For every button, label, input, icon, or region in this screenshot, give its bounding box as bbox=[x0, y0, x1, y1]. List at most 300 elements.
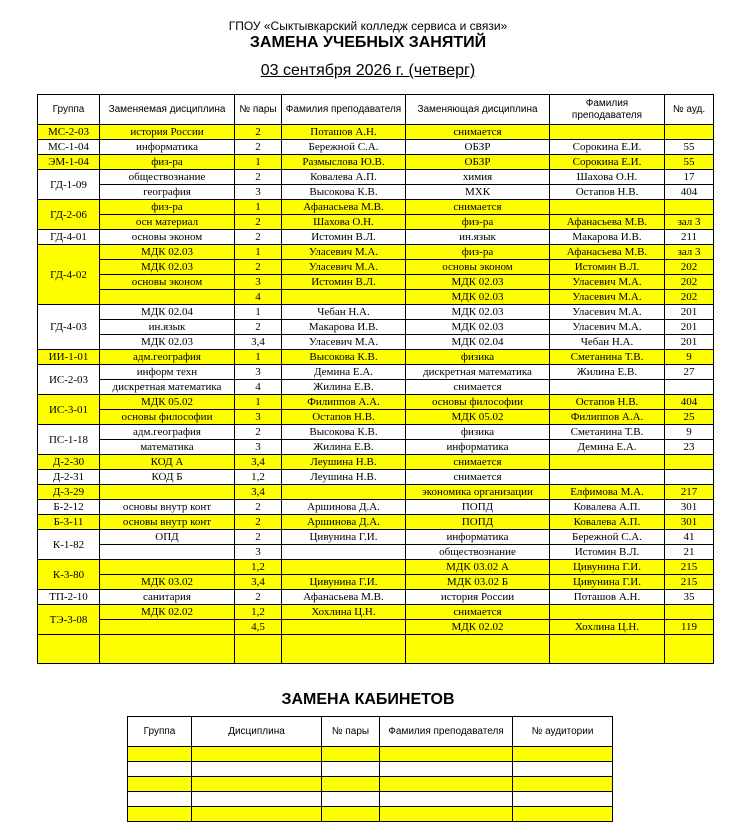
replacing-teacher-cell: Сорокина Е.И. bbox=[550, 140, 665, 155]
cab-room-cell bbox=[513, 762, 613, 777]
replaced-subject-cell: дискретная математика bbox=[100, 380, 235, 395]
replacing-subject-cell: основы эконом bbox=[406, 260, 550, 275]
room-cell: 301 bbox=[665, 515, 714, 530]
replacing-teacher-cell: Ковалева А.П. bbox=[550, 515, 665, 530]
pair-number-cell: 2 bbox=[235, 125, 282, 140]
group-cell: ГД-4-03 bbox=[38, 305, 100, 350]
group-cell: ГД-1-09 bbox=[38, 170, 100, 200]
pair-number-cell: 3 bbox=[235, 545, 282, 560]
teacher-cell: Высокова К.В. bbox=[282, 425, 406, 440]
replacing-subject-cell: ПОПД bbox=[406, 515, 550, 530]
table-row bbox=[38, 260, 714, 275]
room-cell: 404 bbox=[665, 395, 714, 410]
pair-number-cell: 3 bbox=[235, 365, 282, 380]
teacher-cell: Высокова К.В. bbox=[282, 350, 406, 365]
replaced-subject-cell: КОД Б bbox=[100, 470, 235, 485]
cab-group-cell bbox=[128, 807, 192, 822]
replacing-subject-cell: МДК 05.02 bbox=[406, 410, 550, 425]
table-row bbox=[38, 605, 714, 620]
replacing-teacher-cell: Остапов Н.В. bbox=[550, 185, 665, 200]
replacing-teacher-cell: Демина Е.А. bbox=[550, 440, 665, 455]
teacher-cell: Цивунина Г.И. bbox=[282, 530, 406, 545]
replacing-teacher-cell bbox=[550, 605, 665, 620]
replacing-subject-cell: снимается bbox=[406, 470, 550, 485]
teacher-cell: Хохлина Ц.Н. bbox=[282, 605, 406, 620]
replaced-subject-cell: информ техн bbox=[100, 365, 235, 380]
replacing-teacher-cell bbox=[550, 470, 665, 485]
table-row bbox=[38, 455, 714, 470]
table-row bbox=[38, 485, 714, 500]
replacing-subject-cell: ПОПД bbox=[406, 500, 550, 515]
table-row bbox=[38, 245, 714, 260]
table-row bbox=[38, 185, 714, 200]
replacing-subject-cell: снимается bbox=[406, 605, 550, 620]
pair-number-cell bbox=[235, 635, 282, 664]
cabinets-row bbox=[128, 777, 613, 792]
table-row bbox=[38, 395, 714, 410]
replaced-subject-cell: физ-ра bbox=[100, 200, 235, 215]
teacher-cell: Филиппов А.А. bbox=[282, 395, 406, 410]
pair-number-cell: 2 bbox=[235, 260, 282, 275]
replacing-teacher-cell: Сметанина Т.В. bbox=[550, 350, 665, 365]
replacing-subject-cell: МДК 03.02 Б bbox=[406, 575, 550, 590]
table-row bbox=[38, 275, 714, 290]
group-cell: ПС-1-18 bbox=[38, 425, 100, 455]
group-cell: ИИ-1-01 bbox=[38, 350, 100, 365]
replaced-subject-cell: МДК 02.04 bbox=[100, 305, 235, 320]
replacing-teacher-cell: Улаcевич М.А. bbox=[550, 305, 665, 320]
replacing-teacher-cell bbox=[550, 455, 665, 470]
replacing-subject-cell: физика bbox=[406, 425, 550, 440]
replaced-subject-cell: основы эконом bbox=[100, 230, 235, 245]
teacher-cell: Жилина Е.В. bbox=[282, 440, 406, 455]
table-row bbox=[38, 590, 714, 605]
teacher-cell bbox=[282, 545, 406, 560]
replaced-subject-cell: основы внутр конт bbox=[100, 500, 235, 515]
cabinets-table bbox=[127, 716, 613, 822]
pair-number-cell: 1 bbox=[235, 395, 282, 410]
room-cell: 404 bbox=[665, 185, 714, 200]
pair-number-cell: 3,4 bbox=[235, 335, 282, 350]
replacing-subject-cell: МДК 02.03 bbox=[406, 305, 550, 320]
teacher-cell: Цивунина Г.И. bbox=[282, 575, 406, 590]
teacher-cell: Высокова К.В. bbox=[282, 185, 406, 200]
room-cell: 202 bbox=[665, 290, 714, 305]
replacements-table bbox=[37, 94, 714, 664]
room-cell bbox=[665, 125, 714, 140]
replacing-subject-cell: химия bbox=[406, 170, 550, 185]
pair-number-cell: 1,2 bbox=[235, 470, 282, 485]
replaced-subject-cell: обществознание bbox=[100, 170, 235, 185]
room-cell: 23 bbox=[665, 440, 714, 455]
replacing-teacher-cell bbox=[550, 125, 665, 140]
group-cell: ИС-2-03 bbox=[38, 365, 100, 395]
pair-number-cell: 2 bbox=[235, 530, 282, 545]
group-cell: МС-1-04 bbox=[38, 140, 100, 155]
room-cell: 202 bbox=[665, 275, 714, 290]
teacher-cell: Леушина Н.В. bbox=[282, 470, 406, 485]
college-name: ГПОУ «Сыктывкарский колледж сервиса и связи» bbox=[228, 19, 508, 33]
replacing-subject-cell: снимается bbox=[406, 455, 550, 470]
cab-subject-cell bbox=[192, 807, 322, 822]
group-cell: ГД-2-06 bbox=[38, 200, 100, 230]
replacing-teacher-cell: Афанасьева М.В. bbox=[550, 245, 665, 260]
teacher-cell: Макарова И.В. bbox=[282, 320, 406, 335]
replaced-subject-cell: информатика bbox=[100, 140, 235, 155]
cabinets-row bbox=[128, 762, 613, 777]
cab-subject-cell bbox=[192, 762, 322, 777]
replacing-subject-cell: МДК 02.02 bbox=[406, 620, 550, 635]
teacher-cell: Афанасьева М.В. bbox=[282, 590, 406, 605]
pair-number-cell: 2 bbox=[235, 215, 282, 230]
cab-pair-cell bbox=[322, 807, 380, 822]
pair-number-cell: 3 bbox=[235, 440, 282, 455]
col-header-teacher: Фамилия преподавателя bbox=[282, 95, 406, 125]
col-header-pair-number: № пары bbox=[235, 95, 282, 125]
cab-teacher-cell bbox=[380, 762, 513, 777]
room-cell bbox=[665, 455, 714, 470]
replaced-subject-cell: ин.язык bbox=[100, 320, 235, 335]
replacing-teacher-cell: Цивунина Г.И. bbox=[550, 560, 665, 575]
room-cell: 41 bbox=[665, 530, 714, 545]
cab-pair-cell bbox=[322, 777, 380, 792]
cab-header-subject: Дисциплина bbox=[192, 717, 322, 747]
replaced-subject-cell: МДК 02.02 bbox=[100, 605, 235, 620]
cab-room-cell bbox=[513, 747, 613, 762]
replaced-subject-cell: география bbox=[100, 185, 235, 200]
replacing-teacher-cell: Афанасьева М.В. bbox=[550, 215, 665, 230]
pair-number-cell: 3 bbox=[235, 410, 282, 425]
teacher-cell: Афанасьева М.В. bbox=[282, 200, 406, 215]
replacing-teacher-cell bbox=[550, 380, 665, 395]
table-row bbox=[38, 425, 714, 440]
replacing-subject-cell: информатика bbox=[406, 440, 550, 455]
room-cell bbox=[665, 200, 714, 215]
replacing-teacher-cell: Макарова И.В. bbox=[550, 230, 665, 245]
replaced-subject-cell: КОД А bbox=[100, 455, 235, 470]
table-row bbox=[38, 530, 714, 545]
teacher-cell bbox=[282, 485, 406, 500]
teacher-cell: Чебан Н.А. bbox=[282, 305, 406, 320]
replacing-teacher-cell: Цивунина Г.И. bbox=[550, 575, 665, 590]
table-row bbox=[38, 125, 714, 140]
replacing-subject-cell: ОБЗР bbox=[406, 140, 550, 155]
table-row bbox=[38, 305, 714, 320]
cab-teacher-cell bbox=[380, 747, 513, 762]
page-title: ЗАМЕНА УЧЕБНЫХ ЗАНЯТИЙ bbox=[249, 34, 487, 51]
replaced-subject-cell: адм.география bbox=[100, 425, 235, 440]
table-row bbox=[38, 350, 714, 365]
replacing-subject-cell: МДК 02.03 bbox=[406, 290, 550, 305]
room-cell: 201 bbox=[665, 305, 714, 320]
replacing-teacher-cell: Сорокина Е.И. bbox=[550, 155, 665, 170]
replaced-subject-cell: МДК 05.02 bbox=[100, 395, 235, 410]
replacing-teacher-cell: Хохлина Ц.Н. bbox=[550, 620, 665, 635]
replaced-subject-cell: физ-ра bbox=[100, 155, 235, 170]
teacher-cell: Демина Е.А. bbox=[282, 365, 406, 380]
replaced-subject-cell: МДК 02.03 bbox=[100, 260, 235, 275]
cab-subject-cell bbox=[192, 777, 322, 792]
room-cell: 217 bbox=[665, 485, 714, 500]
teacher-cell: Улаcевич М.А. bbox=[282, 260, 406, 275]
cabinets-row bbox=[128, 747, 613, 762]
room-cell: 201 bbox=[665, 335, 714, 350]
table-row bbox=[38, 200, 714, 215]
replacing-teacher-cell: Жилина Е.В. bbox=[550, 365, 665, 380]
replacing-subject-cell: ОБЗР bbox=[406, 155, 550, 170]
pair-number-cell: 1 bbox=[235, 245, 282, 260]
cab-group-cell bbox=[128, 747, 192, 762]
replaced-subject-cell: МДК 02.03 bbox=[100, 335, 235, 350]
pair-number-cell: 2 bbox=[235, 515, 282, 530]
room-cell bbox=[665, 380, 714, 395]
cab-header-group: Группа bbox=[128, 717, 192, 747]
pair-number-cell: 1 bbox=[235, 155, 282, 170]
replacing-subject-cell: информатика bbox=[406, 530, 550, 545]
replacing-teacher-cell: Поташов А.Н. bbox=[550, 590, 665, 605]
replaced-subject-cell: история России bbox=[100, 125, 235, 140]
replacing-teacher-cell: Улаcевич М.А. bbox=[550, 275, 665, 290]
pair-number-cell: 2 bbox=[235, 140, 282, 155]
group-cell: Д-3-29 bbox=[38, 485, 100, 500]
replacing-subject-cell: снимается bbox=[406, 125, 550, 140]
group-cell: ГД-4-02 bbox=[38, 245, 100, 305]
room-cell: 55 bbox=[665, 155, 714, 170]
table-row bbox=[38, 365, 714, 380]
group-cell: ТП-2-10 bbox=[38, 590, 100, 605]
teacher-cell: Аршинова Д.А. bbox=[282, 515, 406, 530]
replacing-subject-cell: экономика организации bbox=[406, 485, 550, 500]
group-cell: ЭМ-1-04 bbox=[38, 155, 100, 170]
teacher-cell: Истомин В.Л. bbox=[282, 275, 406, 290]
replacing-teacher-cell: Истомин В.Л. bbox=[550, 545, 665, 560]
pair-number-cell: 3 bbox=[235, 185, 282, 200]
replacing-subject-cell: обществознание bbox=[406, 545, 550, 560]
cab-group-cell bbox=[128, 777, 192, 792]
pair-number-cell: 4 bbox=[235, 290, 282, 305]
replaced-subject-cell: осн материал bbox=[100, 215, 235, 230]
table-row bbox=[38, 320, 714, 335]
replacing-teacher-cell: Филиппов А.А. bbox=[550, 410, 665, 425]
table-row bbox=[38, 380, 714, 395]
pair-number-cell: 2 bbox=[235, 500, 282, 515]
room-cell: 55 bbox=[665, 140, 714, 155]
pair-number-cell: 2 bbox=[235, 425, 282, 440]
pair-number-cell: 1,2 bbox=[235, 605, 282, 620]
replacing-subject-cell: физ-ра bbox=[406, 215, 550, 230]
room-cell: 9 bbox=[665, 425, 714, 440]
table-row bbox=[38, 335, 714, 350]
pair-number-cell: 3,4 bbox=[235, 575, 282, 590]
replacing-subject-cell: МХК bbox=[406, 185, 550, 200]
replacing-teacher-cell: Елфимова М.А. bbox=[550, 485, 665, 500]
room-cell: 27 bbox=[665, 365, 714, 380]
col-header-replaced-subject: Заменяемая дисциплина bbox=[100, 95, 235, 125]
teacher-cell: Жилина Е.В. bbox=[282, 380, 406, 395]
replacing-subject-cell: снимается bbox=[406, 380, 550, 395]
teacher-cell: Улаcевич М.А. bbox=[282, 335, 406, 350]
table-row bbox=[38, 140, 714, 155]
table-row bbox=[38, 155, 714, 170]
teacher-cell: Леушина Н.В. bbox=[282, 455, 406, 470]
cab-pair-cell bbox=[322, 762, 380, 777]
room-cell bbox=[665, 605, 714, 620]
replacing-teacher-cell: Шахова О.Н. bbox=[550, 170, 665, 185]
cab-subject-cell bbox=[192, 747, 322, 762]
replacing-subject-cell bbox=[406, 635, 550, 664]
replaced-subject-cell bbox=[100, 290, 235, 305]
replaced-subject-cell bbox=[100, 485, 235, 500]
teacher-cell: Шахова О.Н. bbox=[282, 215, 406, 230]
replaced-subject-cell bbox=[100, 635, 235, 664]
room-cell: 25 bbox=[665, 410, 714, 425]
pair-number-cell: 4,5 bbox=[235, 620, 282, 635]
group-cell: К-1-82 bbox=[38, 530, 100, 560]
replacing-teacher-cell bbox=[550, 635, 665, 664]
replacing-subject-cell: физика bbox=[406, 350, 550, 365]
pair-number-cell: 1 bbox=[235, 305, 282, 320]
replaced-subject-cell: санитария bbox=[100, 590, 235, 605]
group-cell: Б-2-12 bbox=[38, 500, 100, 515]
room-cell: 211 bbox=[665, 230, 714, 245]
cab-teacher-cell bbox=[380, 777, 513, 792]
replacing-subject-cell: МДК 02.03 bbox=[406, 275, 550, 290]
group-cell bbox=[38, 635, 100, 664]
cabinets-header-row bbox=[128, 717, 613, 747]
replaced-subject-cell: адм.география bbox=[100, 350, 235, 365]
pair-number-cell: 1,2 bbox=[235, 560, 282, 575]
room-cell: 215 bbox=[665, 560, 714, 575]
replaced-subject-cell: ОПД bbox=[100, 530, 235, 545]
replacing-subject-cell: физ-ра bbox=[406, 245, 550, 260]
room-cell: 201 bbox=[665, 320, 714, 335]
room-cell: 202 bbox=[665, 260, 714, 275]
group-cell: ТЭ-3-08 bbox=[38, 605, 100, 635]
group-cell: ГД-4-01 bbox=[38, 230, 100, 245]
cabinets-title: ЗАМЕНА КАБИНЕТОВ bbox=[281, 691, 455, 708]
group-cell: Д-2-30 bbox=[38, 455, 100, 470]
col-header-room: № ауд. bbox=[665, 95, 714, 125]
replaced-subject-cell: математика bbox=[100, 440, 235, 455]
room-cell: 215 bbox=[665, 575, 714, 590]
table-row bbox=[38, 170, 714, 185]
room-cell: 35 bbox=[665, 590, 714, 605]
replacing-subject-cell: МДК 02.04 bbox=[406, 335, 550, 350]
room-cell: 119 bbox=[665, 620, 714, 635]
room-cell bbox=[665, 470, 714, 485]
table-row bbox=[38, 290, 714, 305]
group-cell: МС-2-03 bbox=[38, 125, 100, 140]
group-cell: К-3-80 bbox=[38, 560, 100, 590]
table-row bbox=[38, 515, 714, 530]
teacher-cell: Истомин В.Л. bbox=[282, 230, 406, 245]
teacher-cell: Остапов Н.В. bbox=[282, 410, 406, 425]
replaced-subject-cell: основы эконом bbox=[100, 275, 235, 290]
room-cell: 17 bbox=[665, 170, 714, 185]
replacing-teacher-cell: Истомин В.Л. bbox=[550, 260, 665, 275]
replaced-subject-cell bbox=[100, 620, 235, 635]
group-cell: Б-3-11 bbox=[38, 515, 100, 530]
teacher-cell: Поташов А.Н. bbox=[282, 125, 406, 140]
replaced-subject-cell bbox=[100, 560, 235, 575]
teacher-cell: Аршинова Д.А. bbox=[282, 500, 406, 515]
replacing-subject-cell: история России bbox=[406, 590, 550, 605]
room-cell: 21 bbox=[665, 545, 714, 560]
replaced-subject-cell: МДК 02.03 bbox=[100, 245, 235, 260]
replacing-subject-cell: дискретная математика bbox=[406, 365, 550, 380]
pair-number-cell: 3,4 bbox=[235, 455, 282, 470]
group-cell: Д-2-31 bbox=[38, 470, 100, 485]
replacing-subject-cell: основы философии bbox=[406, 395, 550, 410]
replacing-subject-cell: МДК 03.02 А bbox=[406, 560, 550, 575]
pair-number-cell: 3,4 bbox=[235, 485, 282, 500]
col-header-replacing-subject: Заменяющая дисциплина bbox=[406, 95, 550, 125]
cab-header-room: № аудитории bbox=[513, 717, 613, 747]
cab-room-cell bbox=[513, 807, 613, 822]
table-row bbox=[38, 575, 714, 590]
teacher-cell bbox=[282, 635, 406, 664]
teacher-cell bbox=[282, 620, 406, 635]
room-cell: 9 bbox=[665, 350, 714, 365]
table-row bbox=[38, 635, 714, 664]
table-row bbox=[38, 620, 714, 635]
replacing-teacher-cell: Остапов Н.В. bbox=[550, 395, 665, 410]
schedule-date: 03 сентября 2026 г. (четверг) bbox=[260, 62, 476, 79]
cab-teacher-cell bbox=[380, 807, 513, 822]
col-header-replacing-teacher: Фамилия преподавателя bbox=[550, 95, 665, 125]
cabinets-row bbox=[128, 807, 613, 822]
replacing-subject-cell: МДК 02.03 bbox=[406, 320, 550, 335]
room-cell: зал 3 bbox=[665, 245, 714, 260]
pair-number-cell: 3 bbox=[235, 275, 282, 290]
group-cell: ИС-3-01 bbox=[38, 395, 100, 425]
replaced-subject-cell: МДК 03.02 bbox=[100, 575, 235, 590]
teacher-cell bbox=[282, 560, 406, 575]
replacing-teacher-cell bbox=[550, 200, 665, 215]
replacing-teacher-cell: Улаcевич М.А. bbox=[550, 320, 665, 335]
replacing-teacher-cell: Сметанина Т.В. bbox=[550, 425, 665, 440]
cab-header-teacher: Фамилия преподавателя bbox=[380, 717, 513, 747]
table-row bbox=[38, 500, 714, 515]
table-row bbox=[38, 215, 714, 230]
replacing-subject-cell: снимается bbox=[406, 200, 550, 215]
room-cell bbox=[665, 635, 714, 664]
room-cell: 301 bbox=[665, 500, 714, 515]
replaced-subject-cell bbox=[100, 545, 235, 560]
replaced-subject-cell: основы внутр конт bbox=[100, 515, 235, 530]
replacing-subject-cell: ин.язык bbox=[406, 230, 550, 245]
teacher-cell: Ковалева А.П. bbox=[282, 170, 406, 185]
table-row bbox=[38, 545, 714, 560]
teacher-cell bbox=[282, 290, 406, 305]
pair-number-cell: 1 bbox=[235, 200, 282, 215]
cab-pair-cell bbox=[322, 747, 380, 762]
col-header-group: Группа bbox=[38, 95, 100, 125]
teacher-cell: Улаcевич М.А. bbox=[282, 245, 406, 260]
pair-number-cell: 2 bbox=[235, 320, 282, 335]
cab-group-cell bbox=[128, 762, 192, 777]
teacher-cell: Бережной С.А. bbox=[282, 140, 406, 155]
pair-number-cell: 4 bbox=[235, 380, 282, 395]
teacher-cell: Размыслова Ю.В. bbox=[282, 155, 406, 170]
replacing-teacher-cell: Бережной С.А. bbox=[550, 530, 665, 545]
pair-number-cell: 2 bbox=[235, 230, 282, 245]
table-header-row bbox=[38, 95, 714, 125]
replacing-teacher-cell: Чебан Н.А. bbox=[550, 335, 665, 350]
table-row bbox=[38, 440, 714, 455]
replaced-subject-cell: основы философии bbox=[100, 410, 235, 425]
pair-number-cell: 1 bbox=[235, 350, 282, 365]
